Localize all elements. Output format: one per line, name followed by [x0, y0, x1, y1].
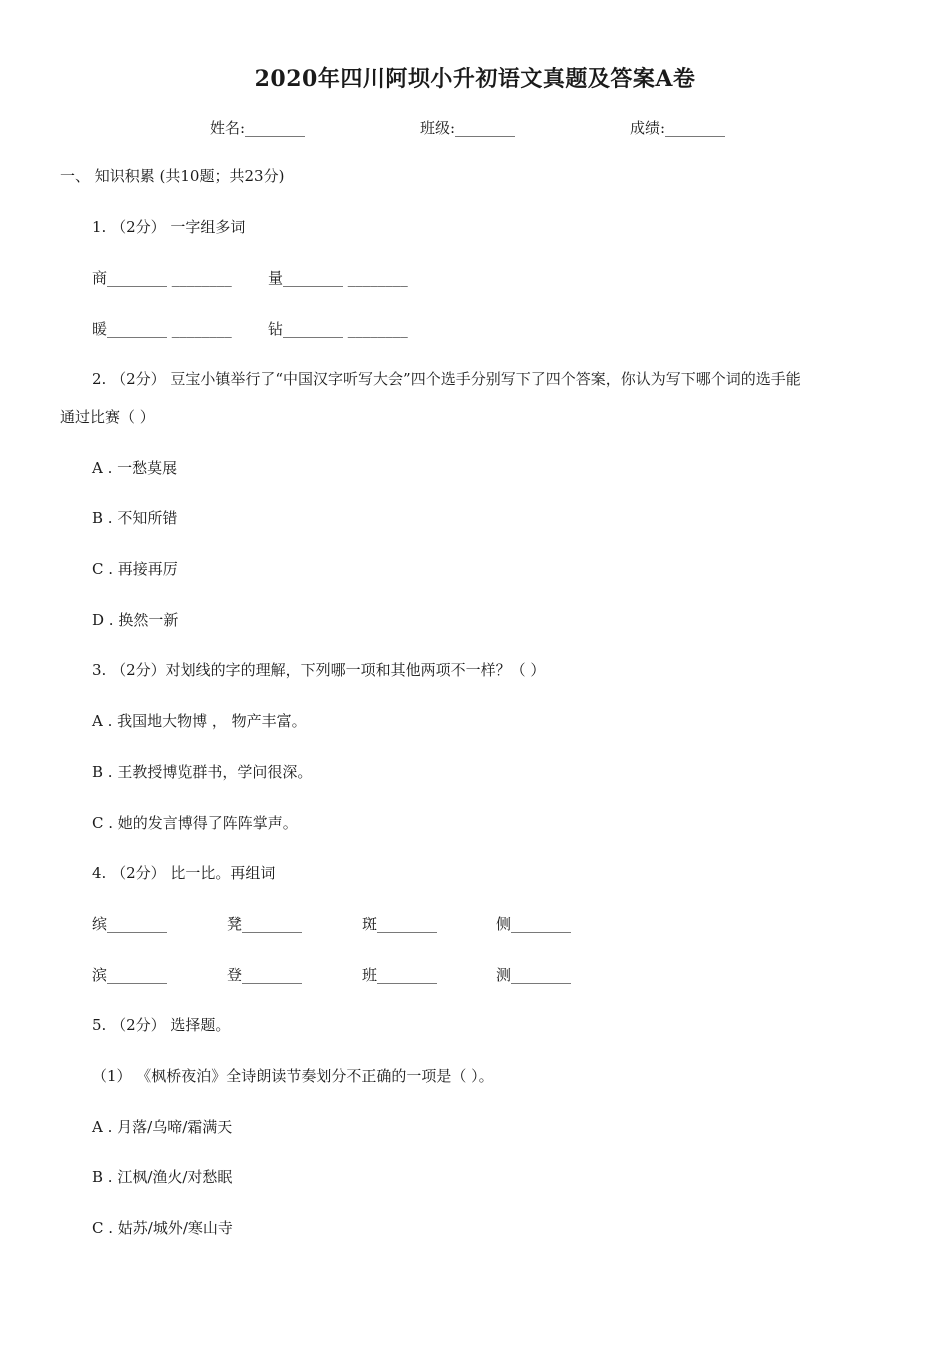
q1-blank[interactable]: 商________ ________	[92, 269, 232, 287]
section-heading: 一、 知识积累 (共10题；共23分)	[60, 167, 285, 185]
q4-blank[interactable]: 班________	[362, 966, 438, 984]
q5-option[interactable]: A . 月落/乌啼/霜满天	[92, 1118, 233, 1136]
question-2-stem: 2. （2分） 豆宝小镇举行了“中国汉字听写大会”四个选手分别写下了四个答案，你认为写下哪个词的选手能	[92, 370, 801, 388]
q2-option[interactable]: A . 一愁莫展	[92, 459, 178, 477]
score-field[interactable]: 成绩:________	[630, 119, 726, 137]
q5-option[interactable]: B . 江枫/渔火/对愁眠	[92, 1168, 233, 1186]
question-4-stem: 4. （2分） 比一比。再组词	[92, 864, 276, 882]
page-title: 2020年四川阿坝小升初语文真题及答案A卷	[254, 66, 696, 92]
question-5-subquestion: （1） 《枫桥夜泊》全诗朗读节奏划分不正确的一项是（ ）。	[92, 1067, 494, 1085]
q2-option[interactable]: C . 再接再厉	[92, 560, 178, 578]
q4-blank[interactable]: 侧________	[496, 915, 572, 933]
q1-blank[interactable]: 暖________ ________	[92, 320, 232, 338]
question-2-stem-continued: 通过比赛（ ）	[60, 408, 155, 426]
question-3-stem: 3. （2分）对划线的字的理解，下列哪一项和其他两项不一样？（ ）	[92, 661, 546, 679]
name-field[interactable]: 姓名:________	[210, 119, 306, 137]
q2-option[interactable]: D . 换然一新	[92, 611, 179, 629]
q4-blank[interactable]: 斑________	[362, 915, 438, 933]
question-1-stem: 1. （2分） 一字组多词	[92, 218, 246, 236]
q3-option[interactable]: B . 王教授博览群书，学问很深。	[92, 763, 313, 781]
q3-option[interactable]: A . 我国地大物博 ， 物产丰富。	[92, 712, 307, 730]
q4-blank[interactable]: 测________	[496, 966, 572, 984]
q1-blank[interactable]: 量________ ________	[268, 269, 408, 287]
q4-blank[interactable]: 缤________	[92, 915, 168, 933]
q3-option[interactable]: C . 她的发言博得了阵阵掌声。	[92, 814, 298, 832]
q4-blank[interactable]: 凳________	[227, 915, 303, 933]
q4-blank[interactable]: 滨________	[92, 966, 168, 984]
class-field[interactable]: 班级:________	[420, 119, 516, 137]
q1-blank[interactable]: 钻________ ________	[268, 320, 408, 338]
q5-option[interactable]: C . 姑苏/城外/寒山寺	[92, 1219, 233, 1237]
question-5-stem: 5. （2分） 选择题。	[92, 1016, 231, 1034]
q4-blank[interactable]: 登________	[227, 966, 303, 984]
q2-option[interactable]: B . 不知所错	[92, 509, 178, 527]
